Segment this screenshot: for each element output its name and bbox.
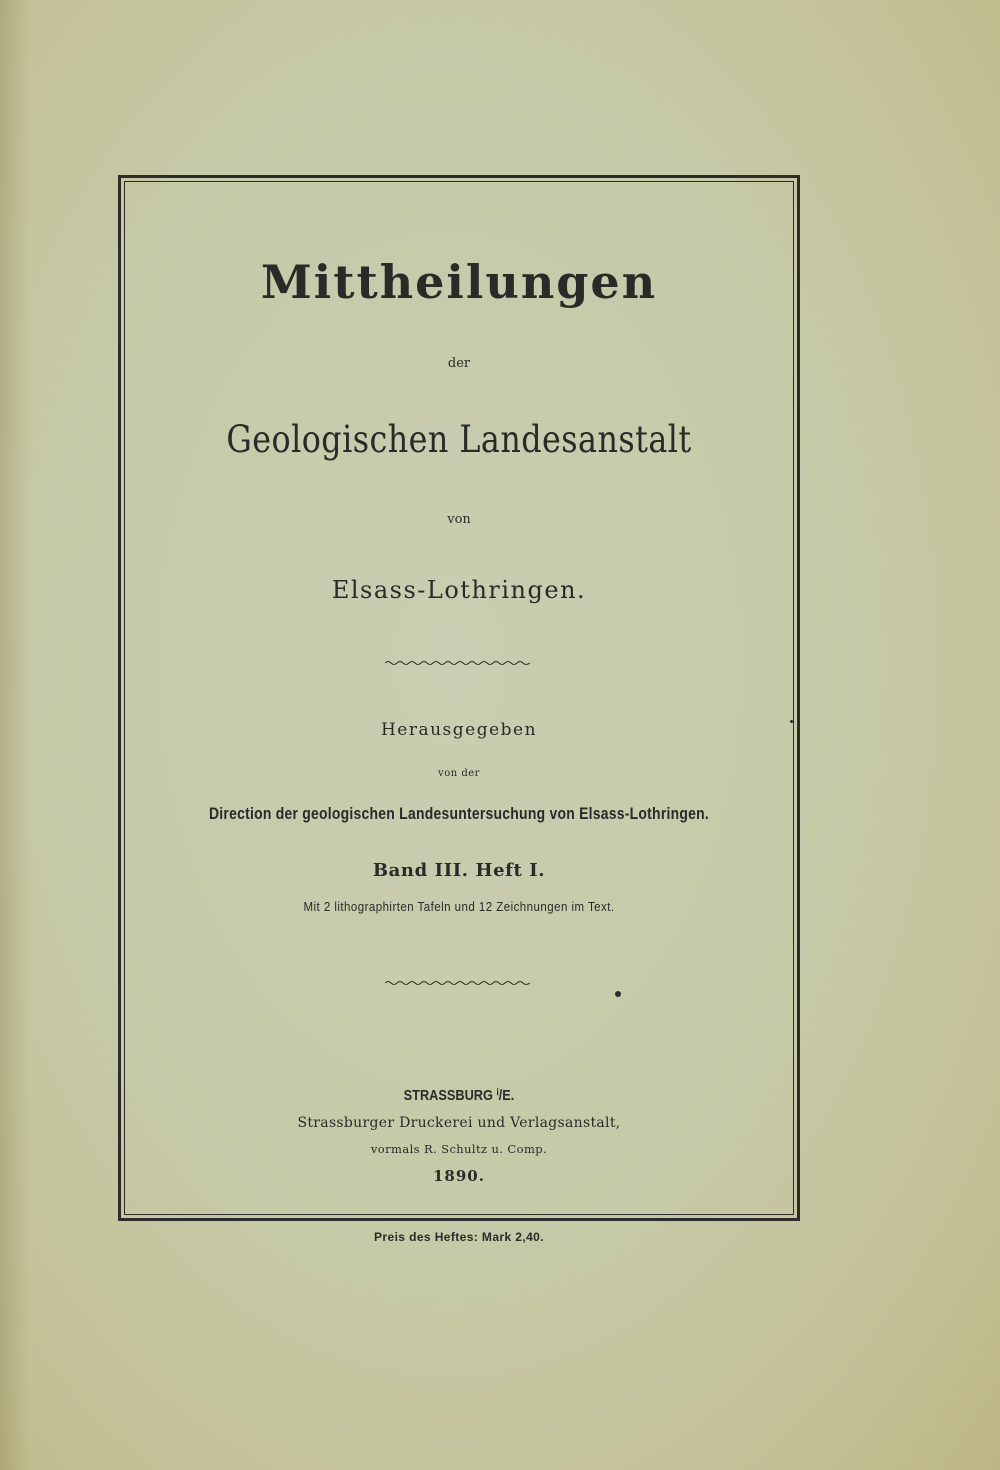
editor-label: Herausgegeben [380,720,538,740]
editor-name: Direction der geologischen Landesuntersuchung von Elsass-Lothringen. [208,804,710,823]
region-name: Elsass-Lothringen. [331,576,587,604]
publisher-formerly: vormals R. Schultz u. Comp. [370,1142,548,1156]
von-der: von der [438,768,480,779]
ink-speck [790,720,793,723]
page-edge-shadow [0,0,30,1470]
flourish-rule-top [385,659,530,667]
flourish-rule-bottom [385,979,530,987]
publication-city: STRASSBURG ⁱ/E. [403,1087,515,1104]
ink-speck [615,991,621,997]
inner-border [124,181,794,1215]
publication-year: 1890. [433,1167,485,1185]
price-note: Preis des Heftes: Mark 2,40. [374,1230,544,1244]
contents-note: Mit 2 lithographirten Tafeln und 12 Zeichnungen im Text. [303,900,615,914]
institution-name: Geologischen Landesanstalt [226,418,692,461]
word-von: von [447,512,471,527]
cover-title: Mittheilungen [260,255,658,309]
word-der: der [447,356,471,371]
publisher-name: Strassburger Druckerei und Verlagsanstalt, [297,1115,621,1131]
volume-number: Band III. Heft I. [372,860,546,881]
